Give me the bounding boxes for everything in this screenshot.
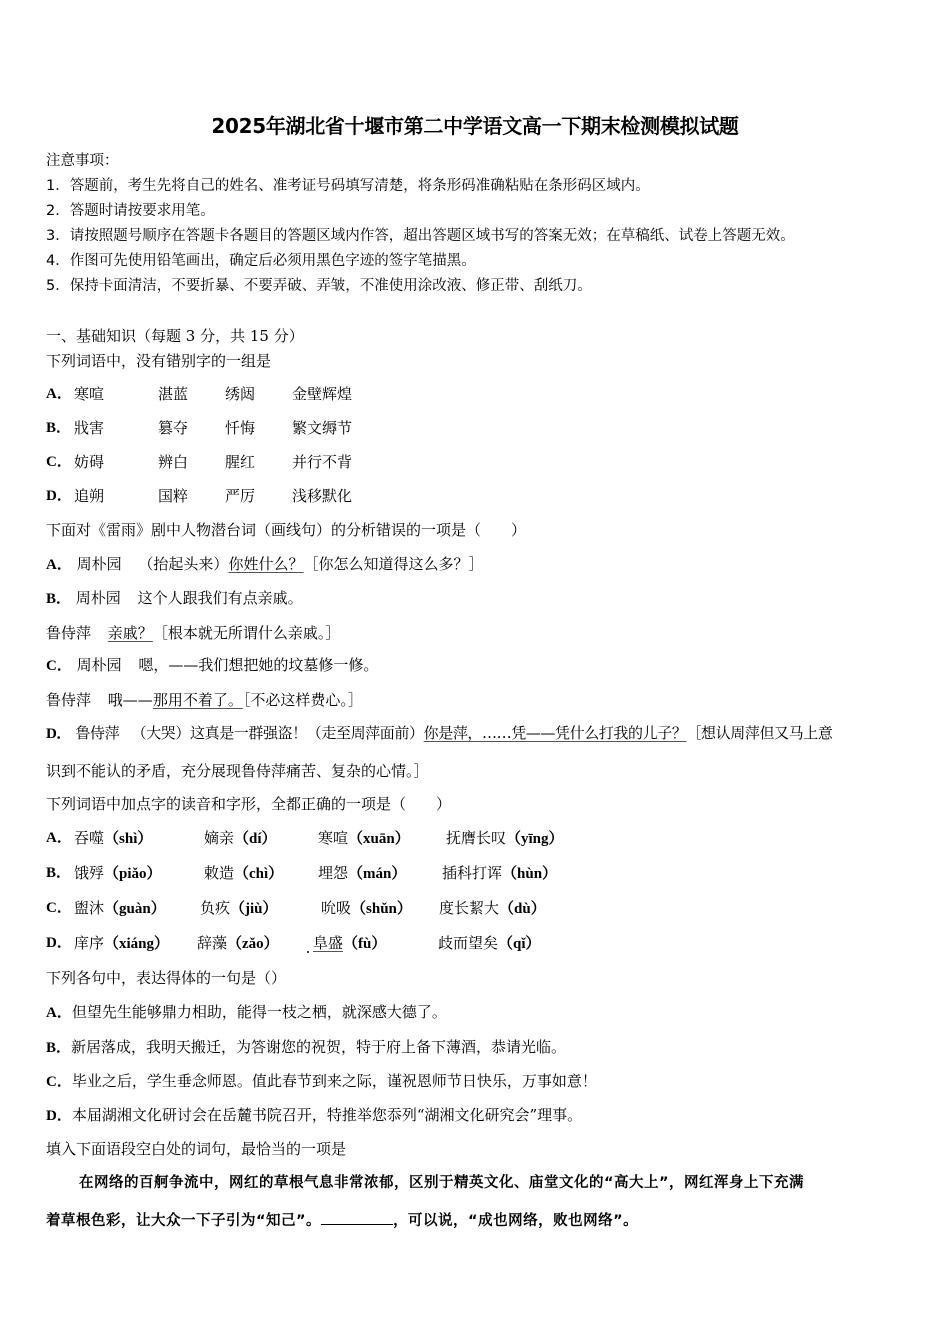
pinyin: （xiáng） bbox=[104, 936, 170, 952]
analysis-note: ［你怎么知道得这么多？］ bbox=[303, 555, 484, 573]
analysis-note: ［不必这样费心。］ bbox=[242, 691, 363, 709]
word: 寒喧 bbox=[318, 829, 349, 847]
q2-option-c bbox=[46, 655, 378, 676]
item bbox=[446, 828, 564, 849]
word: 庠序 bbox=[74, 934, 105, 952]
option-label: A． bbox=[46, 1005, 72, 1021]
q2-option-d bbox=[46, 723, 832, 744]
item bbox=[204, 828, 277, 849]
option-label: B． bbox=[46, 1040, 72, 1056]
word: 戕害 bbox=[74, 419, 105, 437]
word: 歧而望矣 bbox=[438, 934, 499, 952]
word: 追朔 bbox=[74, 487, 105, 505]
option-text: 新居落成，我明天搬迁，为答谢您的祝贺，特于府上备下薄酒，恭请光临。 bbox=[71, 1038, 567, 1056]
dialogue: 哦—— bbox=[107, 691, 153, 709]
item bbox=[74, 863, 162, 884]
pinyin: （jiù） bbox=[230, 901, 278, 917]
word: 妨碍 bbox=[74, 453, 105, 471]
q2-stem: 下面对《雷雨》剧中人物潜台词（画线句）的分析错误的一项是（ ） bbox=[46, 521, 527, 539]
passage-text: 着草根色彩，让大众一下子引为“知己”。 bbox=[46, 1213, 322, 1229]
item bbox=[318, 828, 410, 849]
item bbox=[442, 863, 557, 884]
word: 湛蓝 bbox=[158, 385, 189, 403]
word: 插科打诨 bbox=[442, 864, 503, 882]
option-label: C． bbox=[46, 454, 72, 470]
word: 吞噬 bbox=[74, 829, 105, 847]
speaker: 鲁侍萍 bbox=[46, 624, 92, 642]
dialogue: 嗯，——我们想把她的坟墓修一修。 bbox=[138, 656, 379, 674]
item bbox=[318, 863, 406, 884]
item bbox=[204, 863, 283, 884]
notice-item-3: 3．请按照题号顺序在答题卡各题目的答题区域内作答，超出答题区域书写的答案无效；在草稿纸、试卷上答题无效。 bbox=[46, 228, 795, 244]
word: 盥沐 bbox=[74, 899, 105, 917]
item bbox=[438, 933, 541, 954]
underlined-line: 亲戚？ bbox=[107, 624, 153, 642]
option-label: C． bbox=[46, 1074, 72, 1090]
item bbox=[74, 828, 152, 849]
q2-option-a bbox=[46, 554, 483, 575]
word: 度长絜大 bbox=[439, 899, 500, 917]
option-text: 但望先生能够鼎力相助，能得一枝之栖，就深感大德了。 bbox=[71, 1003, 447, 1021]
word: 繁文缛节 bbox=[292, 419, 353, 437]
emphasis-dot bbox=[307, 951, 309, 953]
option-text: 毕业之后，学生垂念师恩。值此春节到来之际，谨祝恩师节日快乐，万事如意！ bbox=[71, 1072, 597, 1090]
analysis-note: ［想认周萍但又马上意 bbox=[686, 724, 833, 742]
speaker: 周朴园 bbox=[76, 555, 122, 573]
item bbox=[74, 933, 169, 954]
word: 敕造 bbox=[204, 864, 235, 882]
passage-text: ，可以说，“成也网络，败也网络”。 bbox=[393, 1213, 639, 1229]
pinyin: （dù） bbox=[499, 901, 546, 917]
item bbox=[439, 898, 546, 919]
word: 忏悔 bbox=[225, 419, 256, 437]
q4-option-a bbox=[46, 1002, 447, 1023]
q4-option-d bbox=[46, 1105, 582, 1126]
option-label: B． bbox=[46, 865, 72, 881]
word: 寒喧 bbox=[74, 385, 105, 403]
pinyin: （qǐ） bbox=[498, 936, 541, 952]
pinyin: （mán） bbox=[348, 866, 407, 882]
word: 国粹 bbox=[158, 487, 189, 505]
pinyin: （piǎo） bbox=[104, 866, 162, 882]
item bbox=[197, 933, 279, 954]
q5-passage-line-1: 在网络的百舸争流中，网红的草根气息非常浓郁，区别于精英文化、庙堂文化的“高大上”，网红浑身上下充满 bbox=[79, 1175, 805, 1191]
option-label: B． bbox=[46, 420, 72, 436]
q4-option-b bbox=[46, 1037, 566, 1058]
pinyin: （chì） bbox=[234, 866, 284, 882]
pinyin: （shì） bbox=[104, 831, 153, 847]
word: 吮吸 bbox=[321, 899, 352, 917]
pinyin: （yīng） bbox=[506, 831, 564, 847]
q2-option-b-reply bbox=[46, 623, 340, 643]
underlined-line: 你是萍，……凭——凭什么打我的儿子？ bbox=[423, 724, 687, 742]
q1-stem: 下列词语中，没有错别字的一组是 bbox=[46, 352, 272, 370]
notice-item-2: 2．答题时请按要求用笔。 bbox=[46, 203, 215, 219]
dialogue: 这个人跟我们有点亲戚。 bbox=[137, 589, 303, 607]
option-label: D． bbox=[46, 1108, 72, 1124]
page-title: 2025年湖北省十堰市第二中学语文高一下期末检测模拟试题 bbox=[211, 114, 739, 138]
option-label: D． bbox=[46, 488, 72, 504]
word: 抚膺长叹 bbox=[446, 829, 507, 847]
notice-item-4: 4．作图可先使用铅笔画出，确定后必须用黑色字迹的签字笔描黑。 bbox=[46, 253, 476, 269]
word: 辞藻 bbox=[197, 934, 228, 952]
speaker: 周朴园 bbox=[75, 589, 121, 607]
stage-direction: （抬起头来） bbox=[138, 555, 229, 573]
speaker: 周朴园 bbox=[76, 656, 122, 674]
pinyin: （xuān） bbox=[348, 831, 410, 847]
section-heading: 一、基础知识（每题 3 分，共 15 分） bbox=[46, 327, 304, 345]
option-label: D． bbox=[46, 726, 72, 742]
pinyin: （guàn） bbox=[104, 901, 166, 917]
option-label: A． bbox=[46, 830, 72, 846]
q5-passage-line-2 bbox=[46, 1210, 638, 1231]
q3-stem: 下列词语中加点字的读音和字形，全都正确的一项是（ ） bbox=[46, 795, 452, 813]
word: 辨白 bbox=[158, 453, 189, 471]
word: 负疚 bbox=[200, 899, 231, 917]
q5-stem: 填入下面语段空白处的词句，最恰当的一项是 bbox=[46, 1140, 347, 1158]
word: 腥红 bbox=[225, 453, 256, 471]
pinyin: （zǎo） bbox=[227, 936, 279, 952]
notice-item-5: 5．保持卡面清洁，不要折暴、不要弄破、弄皱，不准使用涂改液、修正带、刮纸刀。 bbox=[46, 278, 592, 294]
item bbox=[321, 898, 412, 919]
speaker: 鲁侍萍 bbox=[46, 691, 92, 709]
word: 饿殍 bbox=[74, 864, 105, 882]
word: 严厉 bbox=[225, 487, 256, 505]
word: 并行不背 bbox=[292, 453, 353, 471]
q4-stem: 下列各句中，表达得体的一句是（） bbox=[46, 969, 287, 987]
stage-direction: （大哭）这真是一群强盗！（走至周萍面前） bbox=[131, 724, 424, 742]
pinyin: （shǔn） bbox=[351, 901, 412, 917]
item bbox=[74, 898, 166, 919]
option-label: C． bbox=[46, 900, 72, 916]
word: 阜盛 bbox=[313, 934, 344, 952]
word: 绣闼 bbox=[225, 385, 256, 403]
notice-heading: 注意事项： bbox=[46, 153, 119, 169]
q2-option-d-cont: 识到不能认的矛盾，充分展现鲁侍萍痛苦、复杂的心情。］ bbox=[46, 762, 429, 780]
speaker: 鲁侍萍 bbox=[75, 724, 120, 742]
underlined-line: 那用不着了。 bbox=[152, 691, 243, 709]
option-label: A． bbox=[46, 557, 72, 573]
underlined-line: 你姓什么？ bbox=[228, 555, 304, 573]
item bbox=[313, 933, 386, 954]
word: 金壁辉煌 bbox=[292, 385, 353, 403]
word: 埋怨 bbox=[318, 864, 349, 882]
option-label: B． bbox=[46, 591, 72, 607]
word: 篡夺 bbox=[158, 419, 189, 437]
option-label: D． bbox=[46, 935, 72, 951]
fill-in-blank bbox=[321, 1210, 393, 1225]
word: 浅移默化 bbox=[292, 487, 353, 505]
option-label: A． bbox=[46, 386, 72, 402]
pinyin: （dí） bbox=[234, 831, 277, 847]
q2-option-b bbox=[46, 588, 303, 609]
option-label: C． bbox=[46, 658, 72, 674]
option-text: 本届湖湘文化研讨会在岳麓书院召开，特推举您忝列“湖湘文化研究会”理事。 bbox=[71, 1106, 583, 1124]
word: 嫡亲 bbox=[204, 829, 235, 847]
analysis-note: ［根本就无所谓什么亲戚。］ bbox=[152, 624, 341, 642]
pinyin: （fù） bbox=[343, 936, 387, 952]
notice-item-1: 1．答题前，考生先将自己的姓名、准考证号码填写清楚，将条形码准确粘贴在条形码区域内。 bbox=[46, 178, 650, 194]
item bbox=[200, 898, 278, 919]
q2-option-c-reply bbox=[46, 690, 363, 710]
pinyin: （hùn） bbox=[502, 866, 558, 882]
q4-option-c bbox=[46, 1071, 597, 1092]
